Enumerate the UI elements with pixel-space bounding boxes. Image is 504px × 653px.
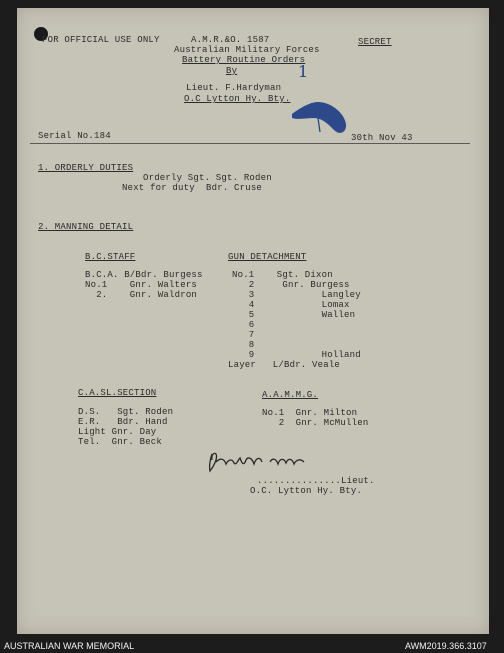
handwritten-number: 1 [298,62,309,81]
gun-detachment-row: 3 Langley [232,290,361,300]
next-for-duty-line: Next for duty Bdr. Cruse [122,183,263,193]
serial-number: Serial No.184 [38,131,111,141]
gun-detachment-row: 4 Lomax [232,300,350,310]
aamg-row: 2 Gnr. McMullen [262,418,369,428]
classification-right: SECRET [358,37,392,47]
gun-detachment-row: 9 Holland [232,350,361,360]
organisation-name: Australian Military Forces [174,45,320,55]
bc-staff-row: B.C.A. B/Bdr. Burgess [85,270,203,280]
manning-detail-heading: 2. MANNING DETAIL [38,222,134,232]
gun-detachment-row: 5 Wallen [232,310,356,320]
casl-section-heading: C.A.SL.SECTION [78,388,157,398]
gun-detachment-row: 6 [232,320,255,330]
casl-section-row: Light Gnr. Day [78,427,157,437]
footer-accession-number: AWM2019.366.3107 [405,641,487,651]
by-label: By [226,66,238,76]
gun-detachment-heading: GUN DETACHMENT [228,252,307,262]
gun-detachment-row: 7 [232,330,255,340]
bc-staff-heading: B.C.STAFF [85,252,136,262]
classification-left: FOR OFFICIAL USE ONLY [42,35,160,45]
casl-section-row: D.S. Sgt. Roden [78,407,174,417]
aamg-row: No.1 Gnr. Milton [262,408,358,418]
order-date: 30th Nov 43 [351,133,413,143]
orderly-sergeant-line: Orderly Sgt. Sgt. Roden [143,173,272,183]
issuer-unit: O.C Lytton Hy. Bty. [184,94,291,104]
footer-institution: AUSTRALIAN WAR MEMORIAL [4,641,135,651]
orderly-duties-heading: 1. ORDERLY DUTIES [38,163,134,173]
issuer-name: Lieut. F.Hardyman [186,83,282,93]
gun-detachment-row: 2 Gnr. Burgess [232,280,350,290]
bc-staff-row: 2. Gnr. Waldron [85,290,198,300]
form-reference: A.M.R.&O. 1587 [191,35,270,45]
gun-detachment-row: No.1 Sgt. Dixon [232,270,333,280]
casl-section-row: E.R. Bdr. Hand [78,417,168,427]
casl-section-row: Tel. Gnr. Beck [78,437,163,447]
signature-unit: O.C. Lytton Hy. Bty. [250,486,363,496]
document-title: Battery Routine Orders [182,55,306,65]
bc-staff-row: No.1 Gnr. Walters [85,280,198,290]
gun-detachment-row: Layer L/Bdr. Veale [228,360,341,370]
gun-detachment-row: 8 [232,340,255,350]
signature-line: ...............Lieut. [257,476,375,486]
aamg-heading: A.A.M.M.G. [262,390,319,400]
